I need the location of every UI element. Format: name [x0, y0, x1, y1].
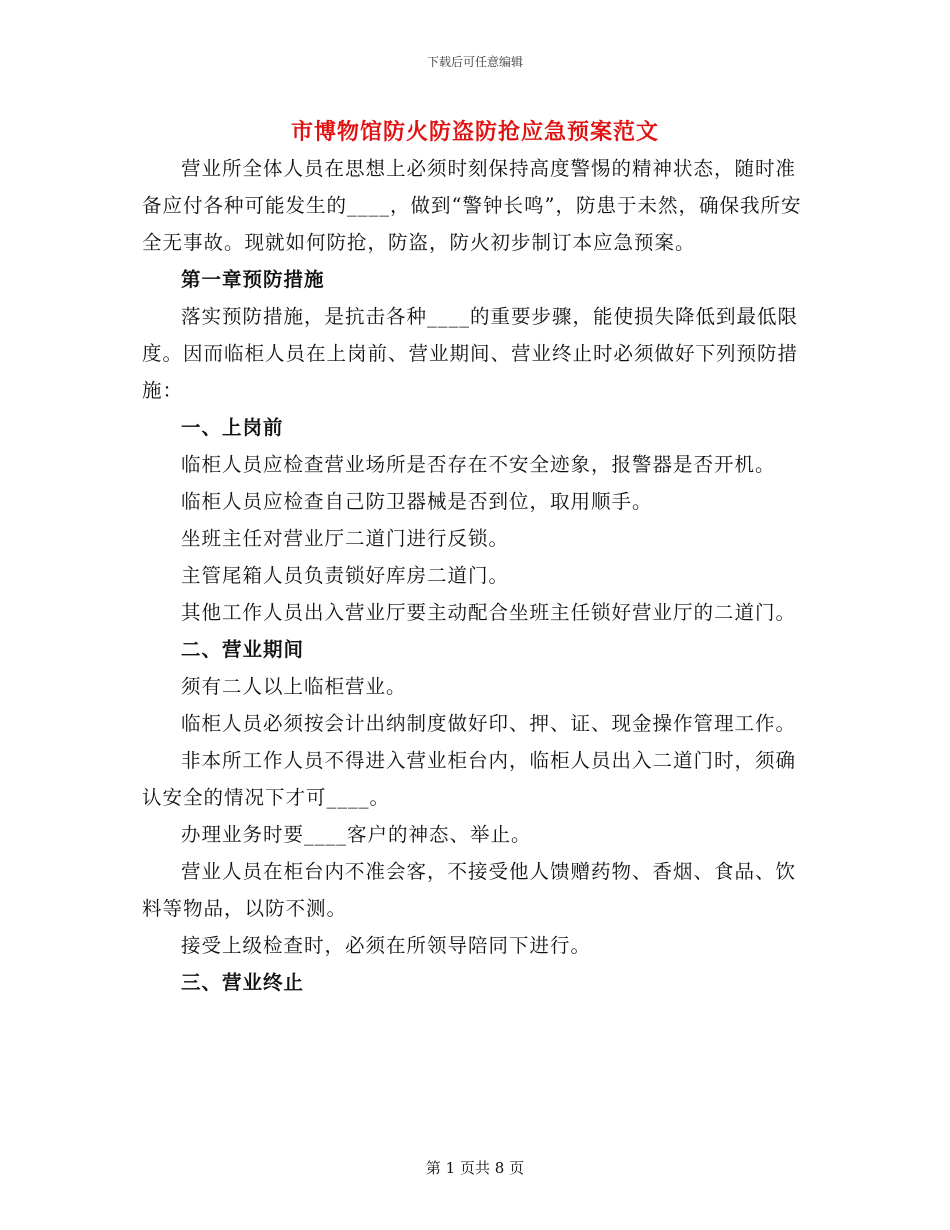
section-2-item-1: 须有二人以上临柜营业。 [181, 675, 407, 698]
section-3-heading: 三、营业终止 [181, 971, 305, 994]
paragraph-intro: 营业所全体人员在思想上必须时刻保持高度警惕的精神状态，随时准备应付各种可能发生的____，做到“警钟长鸣”，防患于未然，确保我所安全无事故。现就如何防抢，防盗，防火初步制订本应急预案。 [142, 157, 802, 254]
section-1-item-3: 坐班主任对营业厅二道门进行反锁。 [181, 527, 510, 550]
header-note: 下载后可任意编辑 [426, 55, 523, 69]
section-1-item-1: 临柜人员应检查营业场所是否存在不安全迹象，报警器是否开机。 [181, 453, 776, 476]
section-1-heading: 一、上岗前 [181, 416, 284, 439]
document-title: 市博物馆防火防盗防抢应急预案范文 [290, 119, 659, 145]
chapter-1-text: 落实预防措施，是抗击各种____的重要步骤，能使损失降低到最低限度。因而临柜人员在上岗前、营业期间、营业终止时必须做好下列预防措施： [142, 305, 799, 402]
section-2-heading: 二、营业期间 [181, 638, 305, 661]
section-1-item-4: 主管尾箱人员负责锁好库房二道门。 [181, 564, 510, 587]
section-2-item-6: 接受上级检查时，必须在所领导陪同下进行。 [181, 934, 592, 957]
section-2-item-4: 办理业务时要____客户的神态、举止。 [181, 823, 532, 846]
page-footer: 第 1 页共 8 页 [425, 1159, 525, 1177]
section-2-item-2: 临柜人员必须按会计出纳制度做好印、押、证、现金操作管理工作。 [181, 712, 797, 735]
section-1-item-2: 临柜人员应检查自己防卫器械是否到位，取用顺手。 [181, 490, 653, 513]
chapter-1-heading: 第一章预防措施 [181, 268, 325, 291]
section-2-item-5: 营业人员在柜台内不准会客，不接受他人馈赠药物、香烟、食品、饮料等物品，以防不测。 [142, 860, 797, 920]
section-2-item-3: 非本所工作人员不得进入营业柜台内，临柜人员出入二道门时，须确认安全的情况下才可____。 [142, 749, 797, 809]
document-body [142, 150, 812, 1001]
section-1-item-5: 其他工作人员出入营业厅要主动配合坐班主任锁好营业厅的二道门。 [181, 601, 797, 624]
